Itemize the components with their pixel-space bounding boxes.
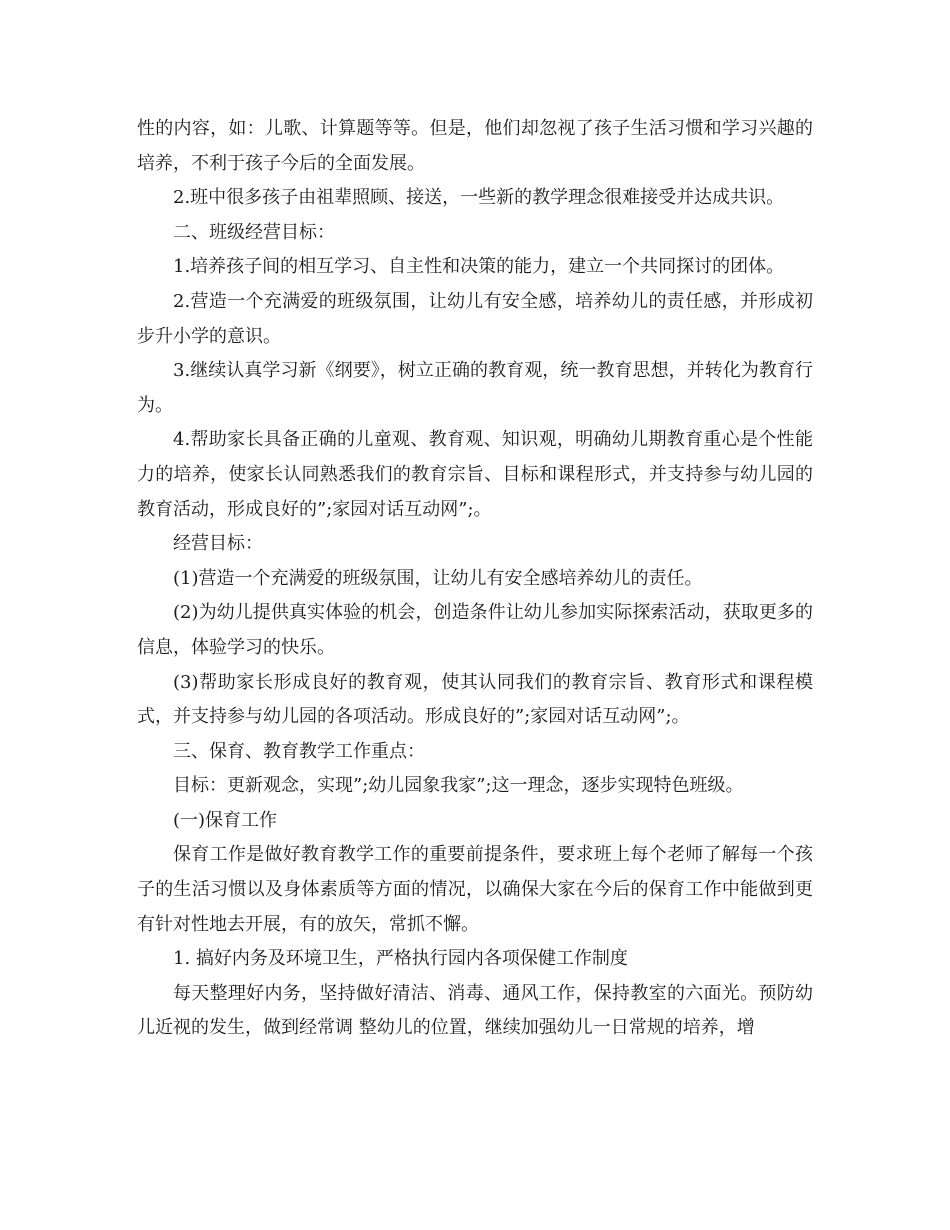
paragraph: (2)为幼儿提供真实体验的机会，创造条件让幼儿参加实际探索活动，获取更多的信息，体验学习的快乐。	[137, 602, 813, 658]
paragraph: 每天整理好内务，坚持做好清洁、消毒、通风工作，保持教室的六面光。预防幼儿近视的发生，做到经常调 整幼儿的位置，继续加强幼儿一日常规的培养，增	[137, 982, 813, 1039]
paragraph: 4.帮助家长具备正确的儿童观、教育观、知识观，明确幼儿期教育重心是个性能力的培养，使家长认同熟悉我们的教育宗旨、目标和课程形式，并支持参与幼儿园的教育活动，形成良好的”;家园对话互动网”;。	[137, 429, 813, 520]
paragraph: 3.继续认真学习新《纲要》，树立正确的教育观，统一教育思想，并转化为教育行为。	[137, 360, 813, 416]
paragraph: 2.班中很多孩子由祖辈照顾、接送，一些新的教学理念很难接受并达成共识。	[173, 187, 785, 209]
subsection-heading: (一)保育工作	[173, 809, 278, 831]
subsection-heading: 经营目标：	[173, 533, 263, 555]
paragraph: (1)营造一个充满爱的班级氛围，让幼儿有安全感培养幼儿的责任。	[173, 567, 703, 589]
section-heading: 二、班级经营目标：	[173, 221, 335, 243]
section-heading: 三、保育、教育教学工作重点：	[173, 740, 425, 762]
paragraph: 性的内容，如：儿歌、计算题等等。但是，他们却忽视了孩子生活习惯和学习兴趣的培养，不利于孩子今后的全面发展。	[137, 118, 813, 174]
paragraph: 1.培养孩子间的相互学习、自主性和决策的能力，建立一个共同探讨的团体。	[173, 256, 785, 278]
paragraph: 目标：更新观念，实现”;幼儿园象我家”;这一理念，逐步实现特色班级。	[173, 775, 744, 797]
paragraph: 保育工作是做好教育教学工作的重要前提条件，要求班上每个老师了解每一个孩子的生活习惯以及身体素质等方面的情况，以确保大家在今后的保育工作中能做到更有针对性地去开展，有的放矢，常抓不懈。	[137, 844, 813, 935]
document-body	[137, 112, 813, 1046]
paragraph: (3)帮助家长形成良好的教育观，使其认同我们的教育宗旨、教育形式和课程模式，并支持参与幼儿园的各项活动。形成良好的”;家园对话互动网”;。	[137, 671, 813, 728]
paragraph: 2.营造一个充满爱的班级氛围，让幼儿有安全感，培养幼儿的责任感，并形成初步升小学的意识。	[137, 290, 813, 347]
paragraph: 1. 搞好内务及环境卫生，严格执行园内各项保健工作制度	[173, 948, 628, 970]
